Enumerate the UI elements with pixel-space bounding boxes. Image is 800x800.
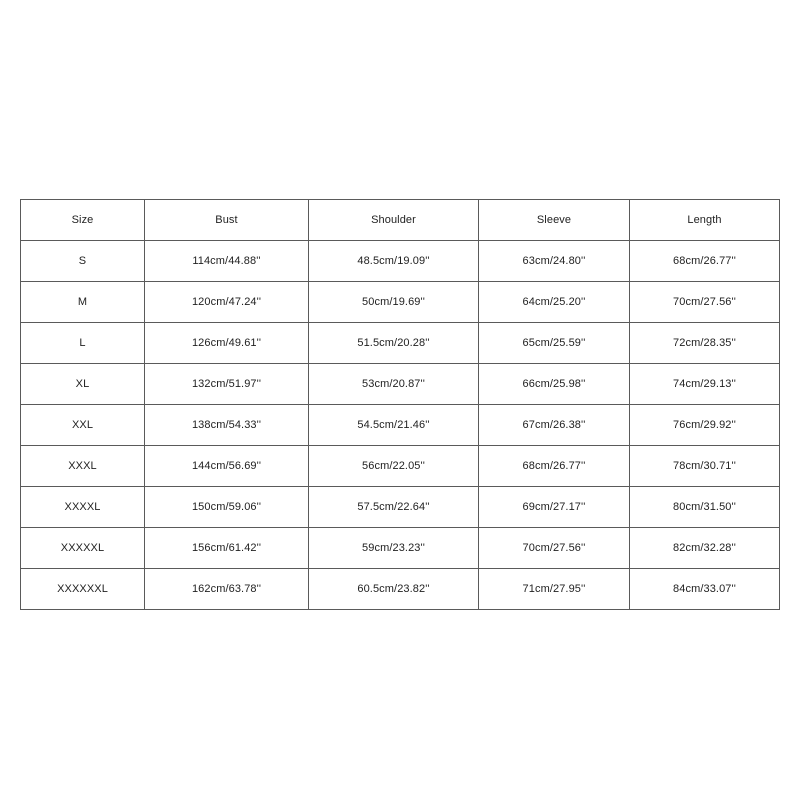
cell-size: M xyxy=(21,282,145,323)
cell-bust: 126cm/49.61'' xyxy=(145,323,309,364)
table-row xyxy=(21,569,780,610)
cell-bust: 120cm/47.24'' xyxy=(145,282,309,323)
cell-bust: 132cm/51.97'' xyxy=(145,364,309,405)
header-shoulder: Shoulder xyxy=(309,200,479,241)
cell-length: 82cm/32.28'' xyxy=(630,528,780,569)
cell-size: XXL xyxy=(21,405,145,446)
cell-sleeve: 66cm/25.98'' xyxy=(479,364,630,405)
cell-length: 70cm/27.56'' xyxy=(630,282,780,323)
cell-shoulder: 54.5cm/21.46'' xyxy=(309,405,479,446)
cell-shoulder: 50cm/19.69'' xyxy=(309,282,479,323)
cell-length: 78cm/30.71'' xyxy=(630,446,780,487)
cell-length: 76cm/29.92'' xyxy=(630,405,780,446)
cell-sleeve: 69cm/27.17'' xyxy=(479,487,630,528)
header-row xyxy=(21,200,780,241)
cell-length: 68cm/26.77'' xyxy=(630,241,780,282)
header-bust: Bust xyxy=(145,200,309,241)
cell-sleeve: 63cm/24.80'' xyxy=(479,241,630,282)
cell-sleeve: 68cm/26.77'' xyxy=(479,446,630,487)
cell-sleeve: 70cm/27.56'' xyxy=(479,528,630,569)
cell-size: XXXL xyxy=(21,446,145,487)
cell-length: 84cm/33.07'' xyxy=(630,569,780,610)
cell-bust: 114cm/44.88'' xyxy=(145,241,309,282)
cell-shoulder: 57.5cm/22.64'' xyxy=(309,487,479,528)
table-row xyxy=(21,528,780,569)
cell-shoulder: 51.5cm/20.28'' xyxy=(309,323,479,364)
table-row xyxy=(21,282,780,323)
table-row xyxy=(21,323,780,364)
table-row xyxy=(21,446,780,487)
cell-size: L xyxy=(21,323,145,364)
table-row xyxy=(21,405,780,446)
cell-size: XXXXXL xyxy=(21,528,145,569)
cell-bust: 150cm/59.06'' xyxy=(145,487,309,528)
cell-bust: 156cm/61.42'' xyxy=(145,528,309,569)
table-row xyxy=(21,241,780,282)
cell-length: 80cm/31.50'' xyxy=(630,487,780,528)
cell-bust: 138cm/54.33'' xyxy=(145,405,309,446)
size-chart-table xyxy=(20,199,780,610)
header-length: Length xyxy=(630,200,780,241)
cell-shoulder: 56cm/22.05'' xyxy=(309,446,479,487)
cell-sleeve: 65cm/25.59'' xyxy=(479,323,630,364)
header-sleeve: Sleeve xyxy=(479,200,630,241)
cell-size: XL xyxy=(21,364,145,405)
cell-sleeve: 71cm/27.95'' xyxy=(479,569,630,610)
cell-size: S xyxy=(21,241,145,282)
cell-size: XXXXL xyxy=(21,487,145,528)
table-row xyxy=(21,364,780,405)
table-row xyxy=(21,487,780,528)
cell-size: XXXXXXL xyxy=(21,569,145,610)
cell-length: 74cm/29.13'' xyxy=(630,364,780,405)
cell-sleeve: 67cm/26.38'' xyxy=(479,405,630,446)
cell-bust: 144cm/56.69'' xyxy=(145,446,309,487)
cell-shoulder: 60.5cm/23.82'' xyxy=(309,569,479,610)
cell-shoulder: 53cm/20.87'' xyxy=(309,364,479,405)
cell-length: 72cm/28.35'' xyxy=(630,323,780,364)
header-size: Size xyxy=(21,200,145,241)
cell-shoulder: 48.5cm/19.09'' xyxy=(309,241,479,282)
cell-bust: 162cm/63.78'' xyxy=(145,569,309,610)
cell-shoulder: 59cm/23.23'' xyxy=(309,528,479,569)
cell-sleeve: 64cm/25.20'' xyxy=(479,282,630,323)
